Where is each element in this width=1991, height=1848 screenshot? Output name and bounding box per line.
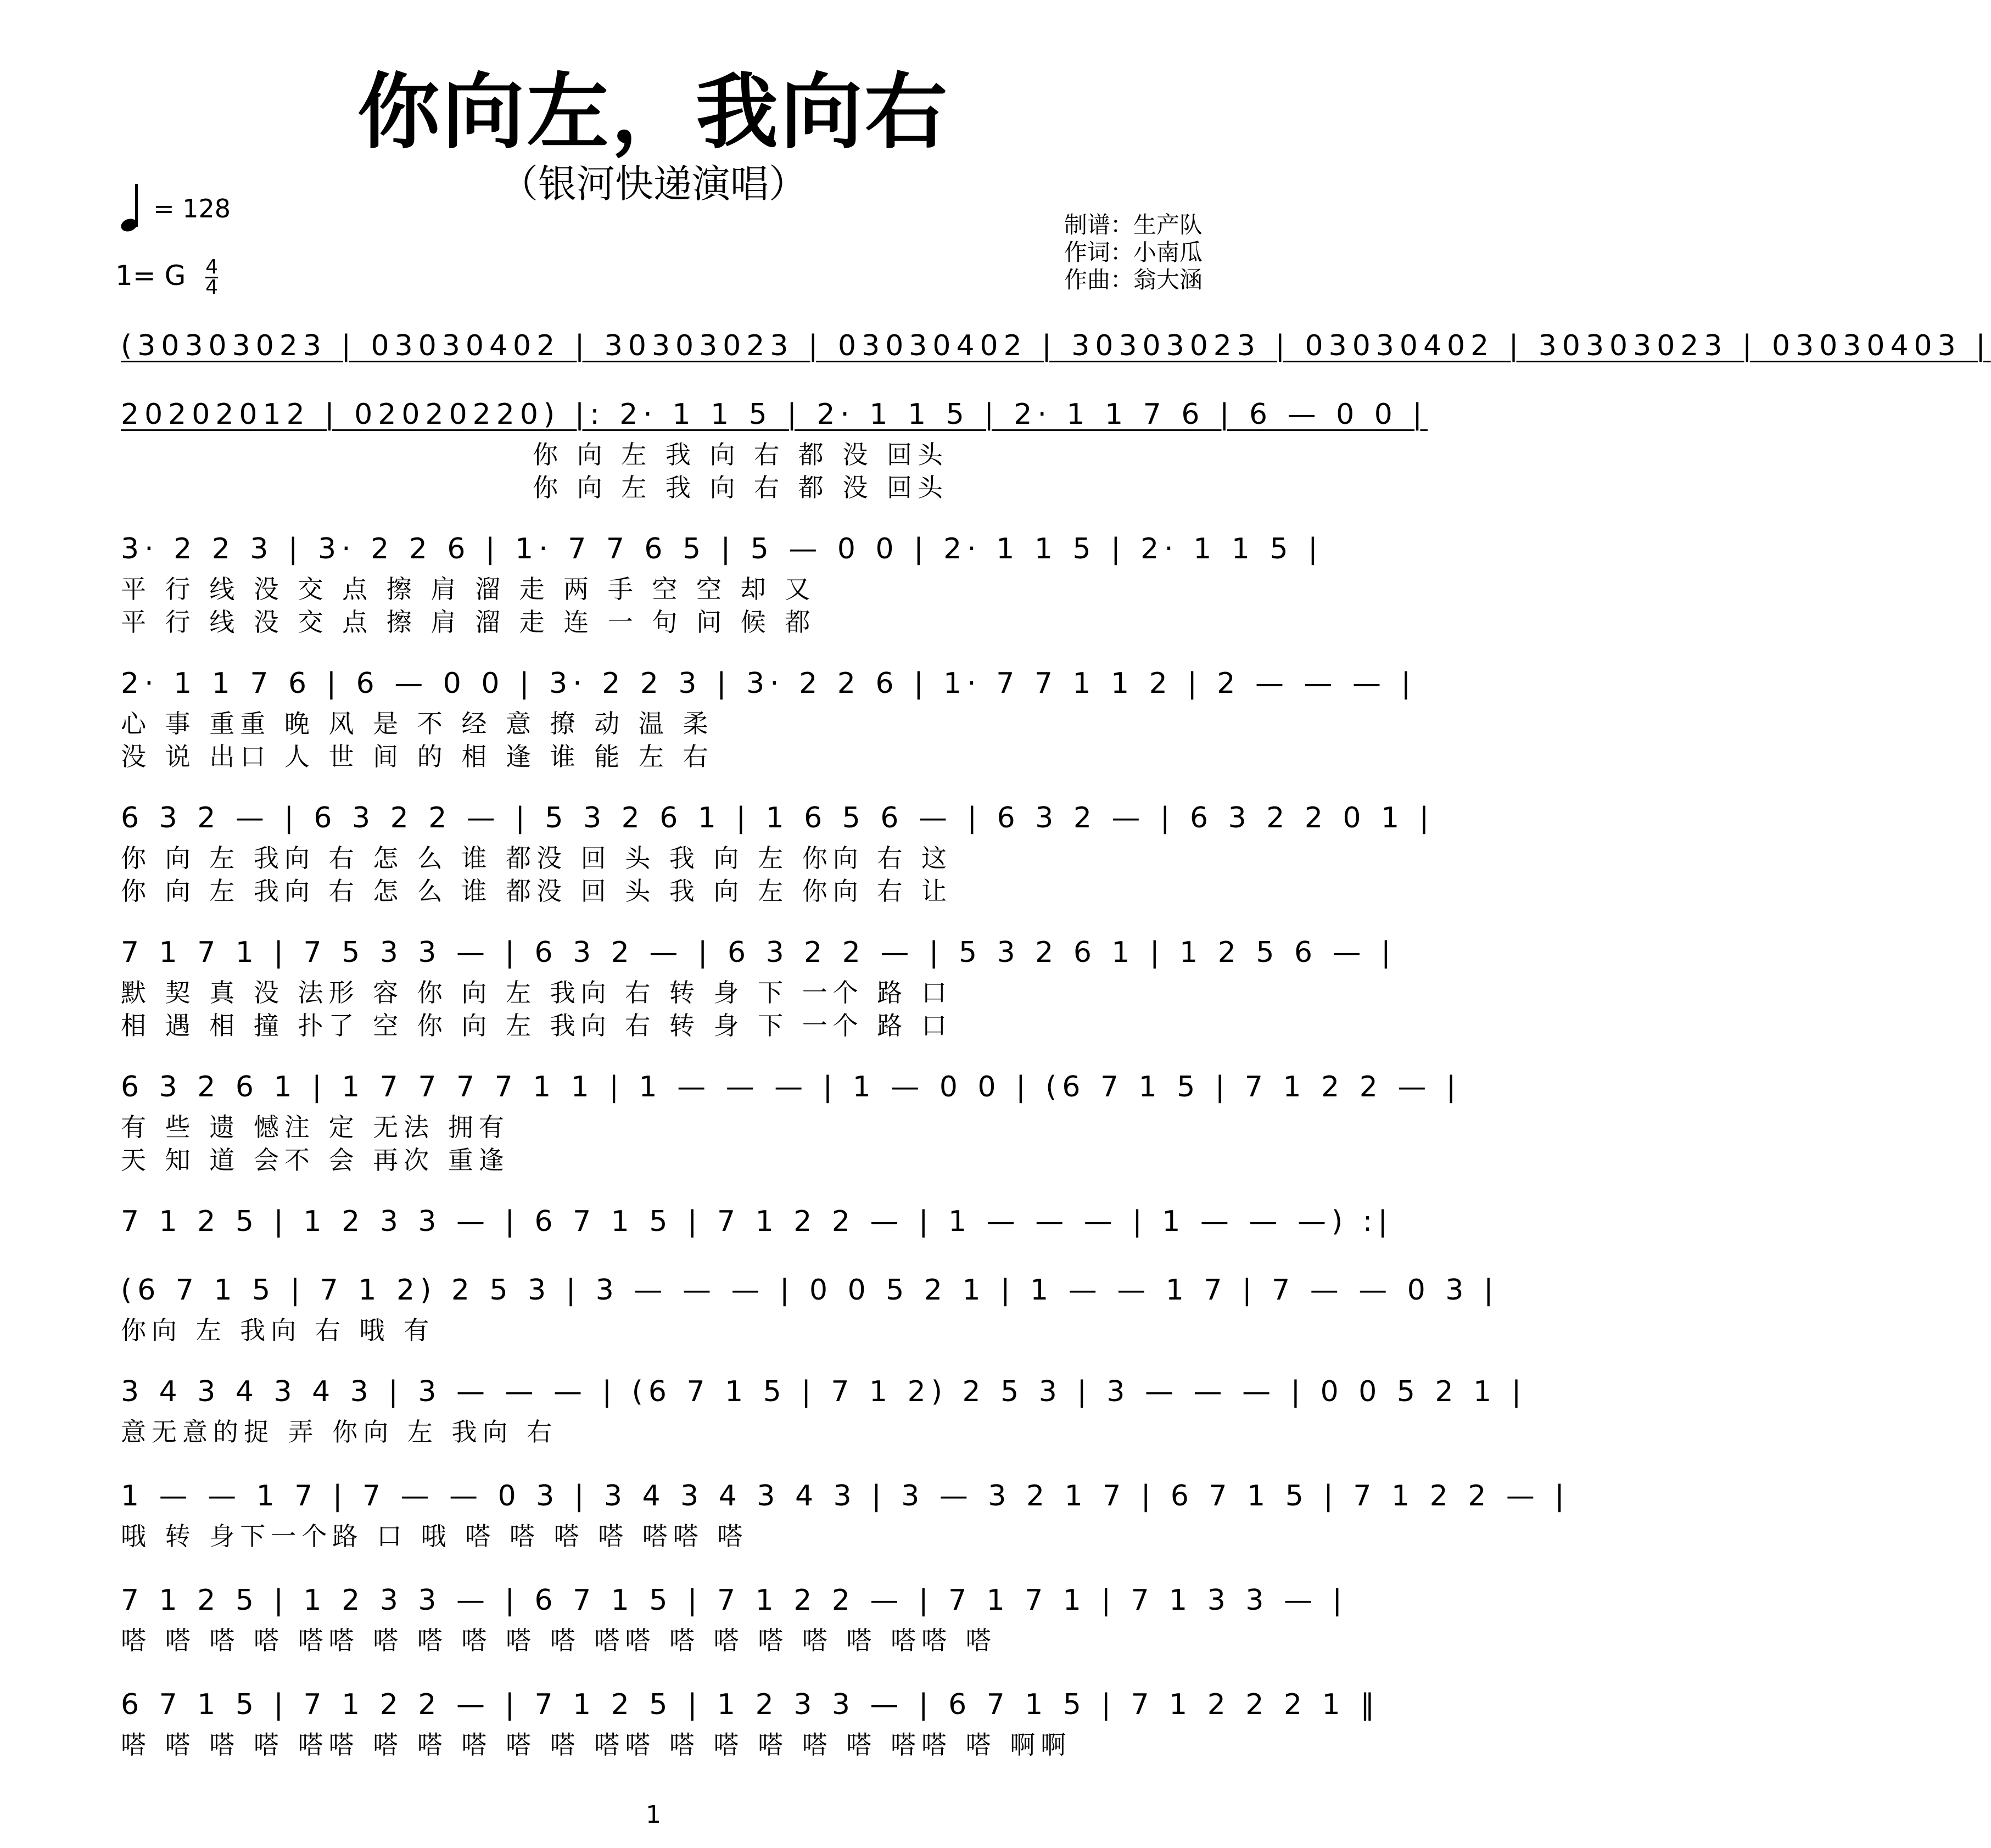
lyric-verse-2: 天 知 道 会不 会 再次 重逢 [121, 1145, 510, 1175]
score-row-5 [121, 802, 1435, 906]
lyric-line: 意无意的捉 弄 你向 左 我向 右 [121, 1417, 558, 1447]
notation-line: 3 4 3 4 3 4 3 | 3 — — — | (6 7 1 5 | 7 1 2) 2 5 3 | 3 — — — | 0 0 5 2 1 | [121, 1375, 1527, 1408]
lyric-verse-1: 有 些 遗 憾注 定 无法 拥有 [121, 1112, 510, 1142]
quarter-note-icon [121, 184, 143, 233]
page-title: 你向左，我向右 [357, 65, 949, 160]
notation-line: 7 1 2 5 | 1 2 3 3 — | 6 7 1 5 | 7 1 2 2 — | 1 — — — | 1 — — —) :| [121, 1205, 1393, 1238]
tempo-marking [121, 184, 231, 233]
score-row-12 [121, 1584, 1348, 1655]
score-row-10 [121, 1375, 1527, 1447]
lyric-line: 嗒 嗒 嗒 嗒 嗒嗒 嗒 嗒 嗒 嗒 嗒 嗒嗒 嗒 嗒 嗒 嗒 嗒 嗒嗒 嗒 啊啊 [121, 1730, 1072, 1760]
lyric-verse-2: 你 向 左 我 向 右 都 没 回头 [533, 473, 948, 502]
lyric-verse-1: 心 事 重重 晚 风 是 不 经 意 撩 动 温 柔 [121, 709, 714, 738]
tempo-value: = 128 [153, 194, 231, 223]
notation-line: 1 — — 1 7 | 7 — — 0 3 | 3 4 3 4 3 4 3 | 3 — 3 2 1 7 | 6 7 1 5 | 7 1 2 2 — | [121, 1480, 1570, 1513]
page-number: 1 [646, 1801, 661, 1829]
score-row-6 [121, 936, 1396, 1040]
lyric-verse-1: 默 契 真 没 法形 容 你 向 左 我向 右 转 身 下 一个 路 口 [121, 978, 952, 1007]
lyric-line: 哦 转 身下一个路 口 哦 嗒 嗒 嗒 嗒 嗒嗒 嗒 [121, 1521, 748, 1551]
notation-line: 20202012 | 02020220) |: 2· 1 1 5 | 2· 1 1 5 | 2· 1 1 7 6 | 6 — 0 0 | [121, 398, 1428, 431]
score-row-1 [121, 329, 1991, 368]
notation-line: 3· 2 2 3 | 3· 2 2 6 | 1· 7 7 6 5 | 5 — 0 0 | 2· 1 1 5 | 2· 1 1 5 | [121, 533, 1323, 565]
notation-line: 7 1 7 1 | 7 5 3 3 — | 6 3 2 — | 6 3 2 2 — | 5 3 2 6 1 | 1 2 5 6 — | [121, 936, 1396, 969]
lyric-verse-2: 平 行 线 没 交 点 擦 肩 溜 走 连 一 句 问 候 都 [121, 607, 816, 637]
key-label: 1= G [115, 260, 186, 292]
notation-line: (30303023 | 03030402 | 30303023 | 03030402 | 30303023 | 03030402 | 30303023 | 03030403 | [121, 329, 1991, 362]
page-subtitle: （银河快递演唱） [500, 161, 807, 206]
notation-line: 6 3 2 6 1 | 1 7 7 7 7 1 1 | 1 — — — | 1 — 0 0 | (6 7 1 5 | 7 1 2 2 — | [121, 1071, 1462, 1104]
notation-line: 7 1 2 5 | 1 2 3 3 — | 6 7 1 5 | 7 1 2 2 — | 7 1 7 1 | 7 1 3 3 — | [121, 1584, 1348, 1617]
lyric-verse-2: 相 遇 相 撞 扑了 空 你 向 左 我向 右 转 身 下 一个 路 口 [121, 1011, 952, 1040]
time-sig-bottom: 4 [205, 276, 219, 299]
notation-line: (6 7 1 5 | 7 1 2) 2 5 3 | 3 — — — | 0 0 5 2 1 | 1 — — 1 7 | 7 — — 0 3 | [121, 1274, 1499, 1307]
credit-arranger: 制谱：生产队 [1064, 211, 1203, 238]
lyric-verse-1: 平 行 线 没 交 点 擦 肩 溜 走 两 手 空 空 却 又 [121, 574, 816, 604]
notation-line: 6 7 1 5 | 7 1 2 2 — | 7 1 2 5 | 1 2 3 3 — | 6 7 1 5 | 7 1 2 2 2 1 ‖ [121, 1688, 1380, 1721]
time-signature [205, 258, 218, 297]
score-row-4 [121, 667, 1417, 771]
credit-composer: 作曲：翁大涵 [1064, 266, 1203, 293]
notation-line: 6 3 2 — | 6 3 2 2 — | 5 3 2 6 1 | 1 6 5 6 — | 6 3 2 — | 6 3 2 2 0 1 | [121, 802, 1435, 835]
time-sig-top: 4 [205, 256, 219, 278]
score-row-2 [121, 398, 1428, 502]
score-row-3 [121, 533, 1323, 637]
lyric-verse-2: 没 说 出口 人 世 间 的 相 逢 谁 能 左 右 [121, 742, 714, 771]
lyric-line: 嗒 嗒 嗒 嗒 嗒嗒 嗒 嗒 嗒 嗒 嗒 嗒嗒 嗒 嗒 嗒 嗒 嗒 嗒嗒 嗒 [121, 1626, 997, 1655]
credits [1064, 211, 1203, 294]
lyric-verse-1: 你 向 左 我 向 右 都 没 回头 [533, 440, 948, 469]
notation-line: 2· 1 1 7 6 | 6 — 0 0 | 3· 2 2 3 | 3· 2 2 6 | 1· 7 7 1 1 2 | 2 — — — | [121, 667, 1417, 700]
score-row-13 [121, 1688, 1380, 1760]
lyric-verse-2: 你 向 左 我向 右 怎 么 谁 都没 回 头 我 向 左 你向 右 让 [121, 876, 952, 906]
key-signature [115, 258, 218, 297]
score-row-11 [121, 1480, 1570, 1551]
score-row-8 [121, 1205, 1393, 1244]
score-row-9 [121, 1274, 1499, 1345]
lyric-line: 你向 左 我向 右 哦 有 [121, 1315, 435, 1345]
score-row-7 [121, 1071, 1462, 1175]
lyric-verse-1: 你 向 左 我向 右 怎 么 谁 都没 回 头 我 向 左 你向 右 这 [121, 843, 952, 873]
credit-lyricist: 作词：小南瓜 [1064, 239, 1203, 266]
